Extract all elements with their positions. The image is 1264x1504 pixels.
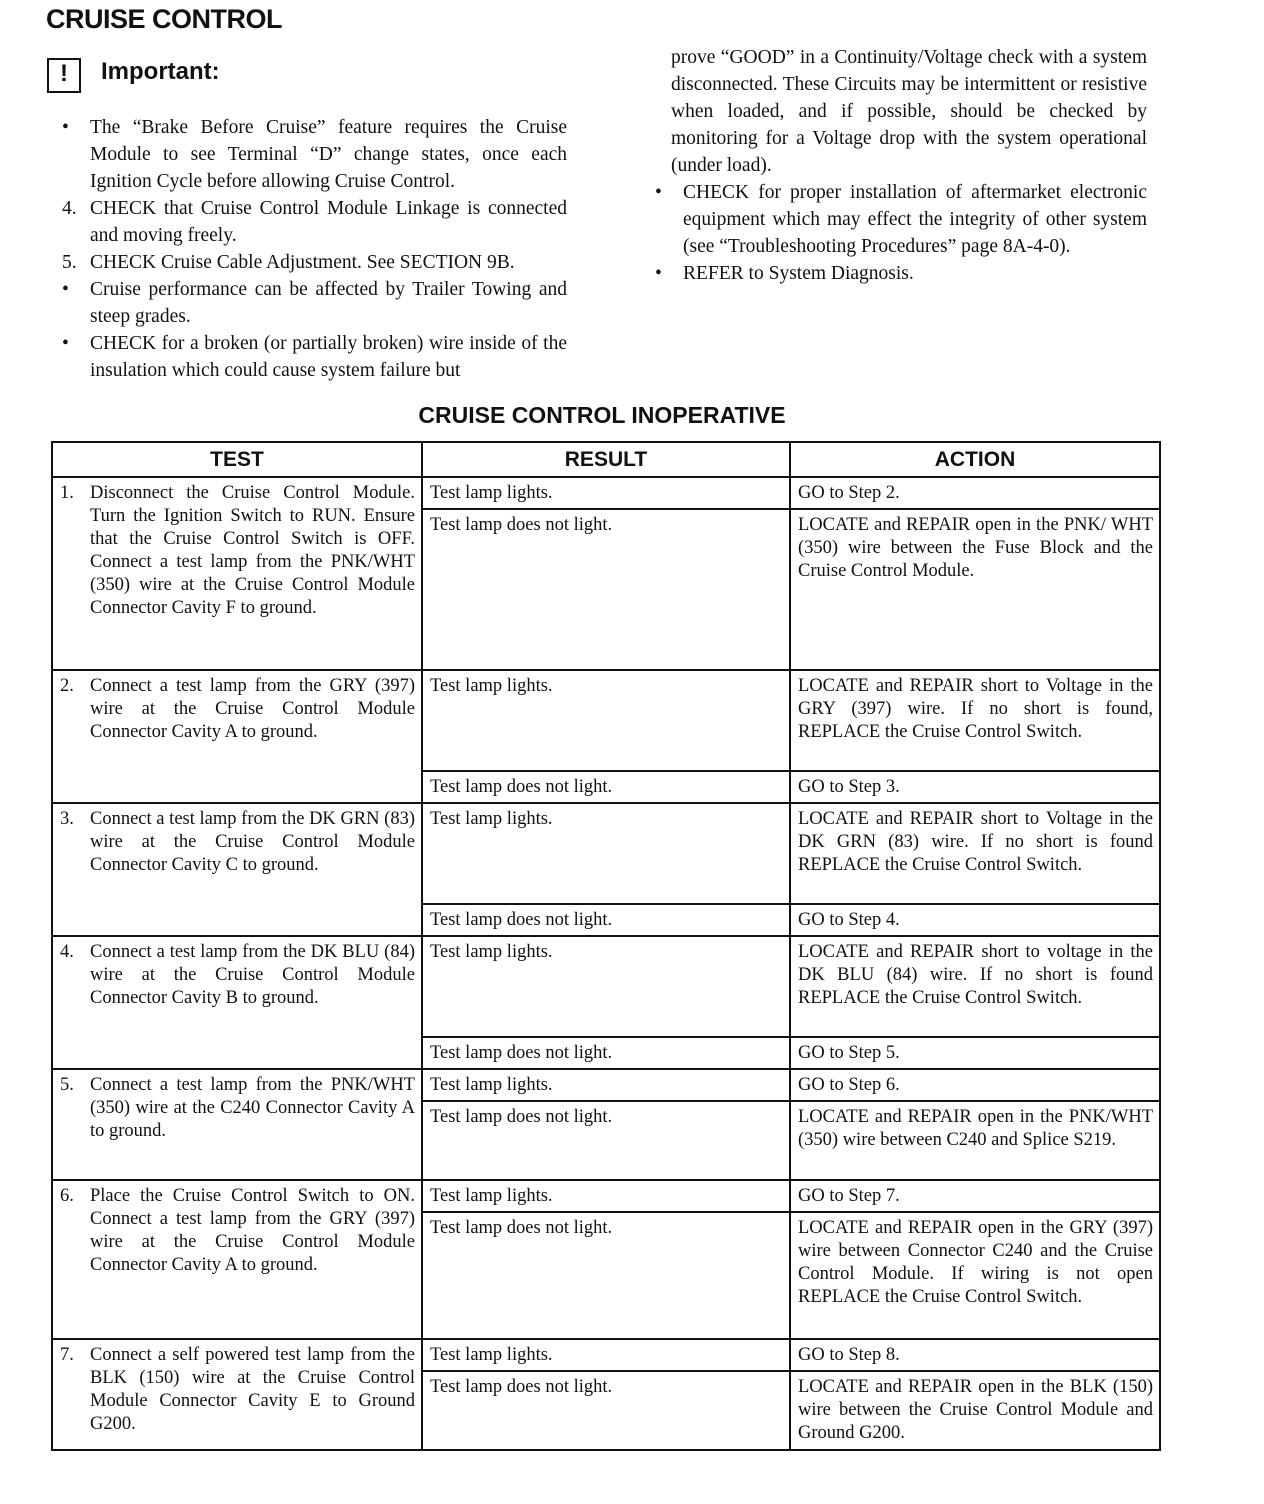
result-cell: Test lamp lights.: [422, 1339, 790, 1371]
test-cell: [52, 1069, 422, 1180]
page-title: CRUISE CONTROL: [46, 4, 282, 34]
table-row: [52, 1180, 1160, 1212]
test-text: Connect a test lamp from the DK GRN (83) wire at the Cruise Control Module Connector Cavity C to ground.: [90, 809, 415, 875]
result-cell: Test lamp does not light.: [422, 1037, 790, 1069]
action-cell: GO to Step 6.: [790, 1069, 1160, 1101]
action-cell: LOCATE and REPAIR short to voltage in the DK BLU (84) wire. If no short is found REPLACE the Cruise Control Switch.: [790, 936, 1160, 1037]
table-row: [52, 803, 1160, 904]
test-text: Place the Cruise Control Switch to ON. Connect a test lamp from the GRY (397) wire at the Cruise Control Module Connector Cavity A to ground.: [90, 1186, 415, 1275]
action-cell: LOCATE and REPAIR open in the PNK/WHT (350) wire between C240 and Splice S219.: [790, 1101, 1160, 1180]
result-cell: Test lamp lights.: [422, 936, 790, 1037]
note-marker: •: [62, 279, 69, 300]
table-header-row: [52, 442, 1160, 477]
action-cell: LOCATE and REPAIR open in the GRY (397) wire between Connector C240 and the Cruise Control Module. If wiring is not open REPLACE the Cruise Control Switch.: [790, 1212, 1160, 1339]
header-action: ACTION: [790, 442, 1160, 477]
note-text: CHECK Cruise Cable Adjustment. See SECTION 9B.: [90, 252, 515, 273]
result-cell: Test lamp lights.: [422, 477, 790, 509]
action-cell: LOCATE and REPAIR short to Voltage in the GRY (397) wire. If no short is found, REPLACE the Cruise Control Switch.: [790, 670, 1160, 771]
notes-left-column: [62, 114, 567, 384]
note-text: REFER to System Diagnosis.: [683, 263, 914, 284]
important-label: Important:: [101, 58, 220, 85]
table-title: CRUISE CONTROL INOPERATIVE: [418, 402, 786, 428]
note-item: [655, 179, 1147, 260]
header-result: RESULT: [422, 442, 790, 477]
table-row: [52, 670, 1160, 771]
test-text: Connect a test lamp from the PNK/WHT (350) wire at the C240 Connector Cavity A to ground.: [90, 1075, 415, 1141]
action-cell: GO to Step 4.: [790, 904, 1160, 936]
note-continuation: prove “GOOD” in a Continuity/Voltage check with a system disconnected. These Circuits may be intermittent or resistive when loaded, and if possible, should be checked by monitoring for a Voltage drop with the system operational (under load).: [671, 47, 1147, 176]
step-number: 6.: [60, 1186, 74, 1206]
note-text: Cruise performance can be affected by Trailer Towing and steep grades.: [90, 279, 567, 327]
note-item: [62, 114, 567, 195]
test-cell: [52, 477, 422, 670]
result-cell: Test lamp lights.: [422, 1069, 790, 1101]
result-cell: Test lamp does not light.: [422, 771, 790, 803]
note-marker: •: [655, 182, 662, 203]
test-text: Connect a test lamp from the GRY (397) wire at the Cruise Control Module Connector Cavity A to ground.: [90, 676, 415, 742]
note-text: CHECK for a broken (or partially broken) wire inside of the insulation which could cause system failure but: [90, 333, 567, 381]
action-cell: LOCATE and REPAIR open in the PNK/ WHT (350) wire between the Fuse Block and the Cruise Control Module.: [790, 509, 1160, 670]
action-cell: GO to Step 2.: [790, 477, 1160, 509]
note-text: CHECK that Cruise Control Module Linkage is connected and moving freely.: [90, 198, 567, 246]
note-marker: •: [655, 263, 662, 284]
note-item: [62, 276, 567, 330]
note-marker: •: [62, 117, 69, 138]
important-icon: !: [47, 58, 81, 93]
action-cell: GO to Step 7.: [790, 1180, 1160, 1212]
step-number: 7.: [60, 1345, 74, 1365]
step-number: 1.: [60, 483, 74, 503]
note-marker: 4.: [62, 198, 77, 219]
note-text: CHECK for proper installation of aftermarket electronic equipment which may effect the integrity of other system (see “Troubleshooting Procedures” page 8A-4-0).: [683, 182, 1147, 257]
header-test: TEST: [52, 442, 422, 477]
test-text: Disconnect the Cruise Control Module. Turn the Ignition Switch to RUN. Ensure that the Cruise Control Switch is OFF. Connect a test lamp from the PNK/WHT (350) wire at the Cruise Control Module Connector Cavity F to ground.: [90, 483, 415, 618]
action-cell: GO to Step 5.: [790, 1037, 1160, 1069]
table-row: [52, 477, 1160, 509]
table-row: [52, 936, 1160, 1037]
note-marker: •: [62, 333, 69, 354]
note-marker: 5.: [62, 252, 77, 273]
result-cell: Test lamp does not light.: [422, 1371, 790, 1450]
action-cell: LOCATE and REPAIR open in the BLK (150) wire between the Cruise Control Module and Ground G200.: [790, 1371, 1160, 1450]
table-row: [52, 1339, 1160, 1371]
step-number: 4.: [60, 942, 74, 962]
test-cell: [52, 803, 422, 936]
test-cell: [52, 1339, 422, 1450]
step-number: 2.: [60, 676, 74, 696]
step-number: 3.: [60, 809, 74, 829]
notes-right-column: [655, 44, 1147, 287]
result-cell: Test lamp lights.: [422, 803, 790, 904]
step-number: 5.: [60, 1075, 74, 1095]
action-cell: LOCATE and REPAIR short to Voltage in the DK GRN (83) wire. If no short is found REPLACE the Cruise Control Switch.: [790, 803, 1160, 904]
action-cell: GO to Step 3.: [790, 771, 1160, 803]
diagnostic-table: [51, 441, 1161, 1451]
test-text: Connect a test lamp from the DK BLU (84) wire at the Cruise Control Module Connector Cavity B to ground.: [90, 942, 415, 1008]
note-item: [62, 330, 567, 384]
result-cell: Test lamp does not light.: [422, 1101, 790, 1180]
action-cell: GO to Step 8.: [790, 1339, 1160, 1371]
table-row: [52, 1069, 1160, 1101]
test-cell: [52, 670, 422, 803]
note-item: [62, 249, 567, 276]
note-item: [62, 195, 567, 249]
test-text: Connect a self powered test lamp from the BLK (150) wire at the Cruise Control Module Connector Cavity E to Ground G200.: [90, 1345, 415, 1434]
result-cell: Test lamp does not light.: [422, 509, 790, 670]
note-text: The “Brake Before Cruise” feature requires the Cruise Module to see Terminal “D” change states, once each Ignition Cycle before allowing Cruise Control.: [90, 117, 567, 192]
test-cell: [52, 1180, 422, 1339]
result-cell: Test lamp does not light.: [422, 1212, 790, 1339]
result-cell: Test lamp lights.: [422, 670, 790, 771]
test-cell: [52, 936, 422, 1069]
note-item: [655, 260, 1147, 287]
result-cell: Test lamp lights.: [422, 1180, 790, 1212]
result-cell: Test lamp does not light.: [422, 904, 790, 936]
